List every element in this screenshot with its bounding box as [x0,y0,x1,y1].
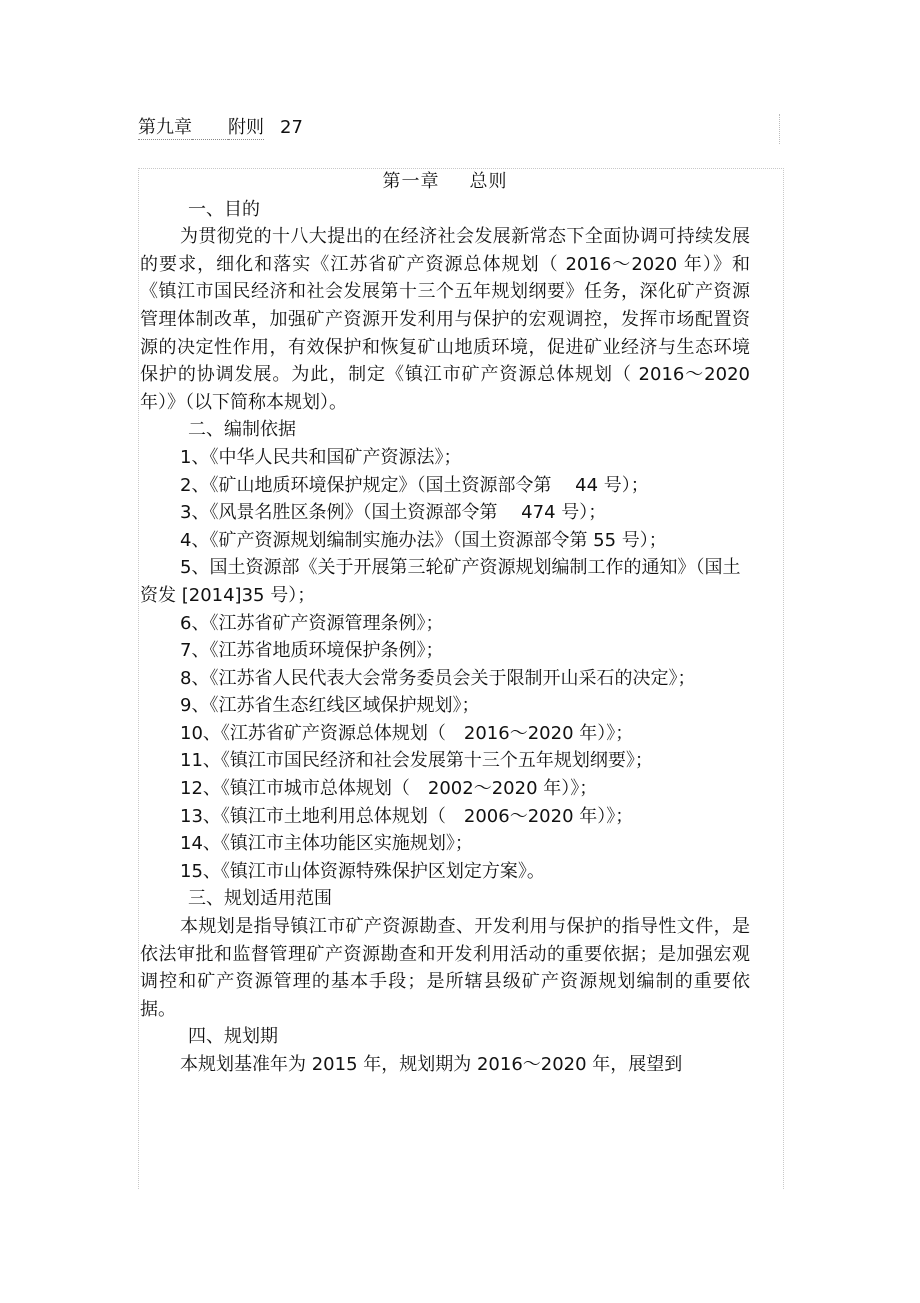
list-item: 1、《中华人民共和国矿产资源法》； [180,446,462,468]
list-item: 15、《镇江市山体资源特殊保护区划定方案》。 [180,860,545,882]
list-item: 10、《江苏省矿产资源总体规划（ 2016～2020 年）》； [180,722,634,744]
chapter-one-body [140,168,750,1079]
heading-period: 四、规划期 [188,1026,278,1048]
list-item: 3、《风景名胜区条例》（国土资源部令第 474 号）； [180,502,607,524]
list-item: 9、《江苏省生态红线区域保护规划》； [180,695,480,717]
heading-purpose: 一、目的 [188,198,260,220]
toc-chapter: 第九章 [138,117,192,138]
page-edge-divider [779,114,780,144]
heading-scope: 三、规划适用范围 [188,888,332,910]
chapter-number: 第一章 [382,171,440,192]
toc-entry[interactable] [138,114,303,142]
list-item: 2、《矿山地质环境保护规定》（国土资源部令第 44 号）； [180,474,649,496]
list-item: 4、《矿产资源规划编制实施办法》（国土资源部令第 55 号）； [180,529,667,551]
list-item: 12、《镇江市城市总体规划（ 2002～2020 年）》； [180,778,598,800]
toc-title: 附则 [228,117,264,138]
chapter-heading [140,168,750,196]
list-item: 13、《镇江市土地利用总体规划（ 2006～2020 年）》； [180,805,634,827]
list-item: 11、《镇江市国民经济和社会发展第十三个五年规划纲要》； [180,750,653,772]
list-item: 7、《江苏省地质环境保护条例》； [180,640,444,662]
paragraph-period: 本规划基准年为 2015 年，规划期为 2016～2020 年，展望到 [180,1054,683,1075]
paragraph-scope: 本规划是指导镇江市矿产资源勘查、开发利用与保护的指导性文件，是依法审批和监督管理矿产资源勘查和开发利用活动的重要依据；是加强宏观调控和矿产资源管理的基本手段；是所辖县级矿产资源规划编制的重要依据。 [140,916,750,1020]
heading-basis: 二、编制依据 [188,419,296,441]
toc-page-number: 27 [280,117,303,138]
list-item: 14、《镇江市主体功能区实施规划》； [180,833,473,855]
paragraph-purpose: 为贯彻党的十八大提出的在经济社会发展新常态下全面协调可持续发展的要求，细化和落实《江苏省矿产资源总体规划（ 2016～2020 年）》和《镇江市国民经济和社会发展第十三个五年规划纲要》任务，深化矿产资源管理体制改革，加强矿产资源开发利用与保护的宏观调控，发挥市场配置资源的决定性作用，有效保护和恢复矿山地质环境，促进矿业经济与生态环境保护的协调发展。为此，制定《镇江市矿产资源总体规划（ 2016～2020 年）》（以下简称本规划）。 [140,226,750,413]
chapter-name: 总则 [469,171,508,192]
list-item: 8、《江苏省人民代表大会常务委员会关于限制开山采石的决定》； [180,667,696,689]
list-item: 6、《江苏省矿产资源管理条例》； [180,612,444,634]
list-item: 5、国土资源部《关于开展第三轮矿产资源规划编制工作的通知》（国土资发 [2014]35 号）； [140,557,741,606]
